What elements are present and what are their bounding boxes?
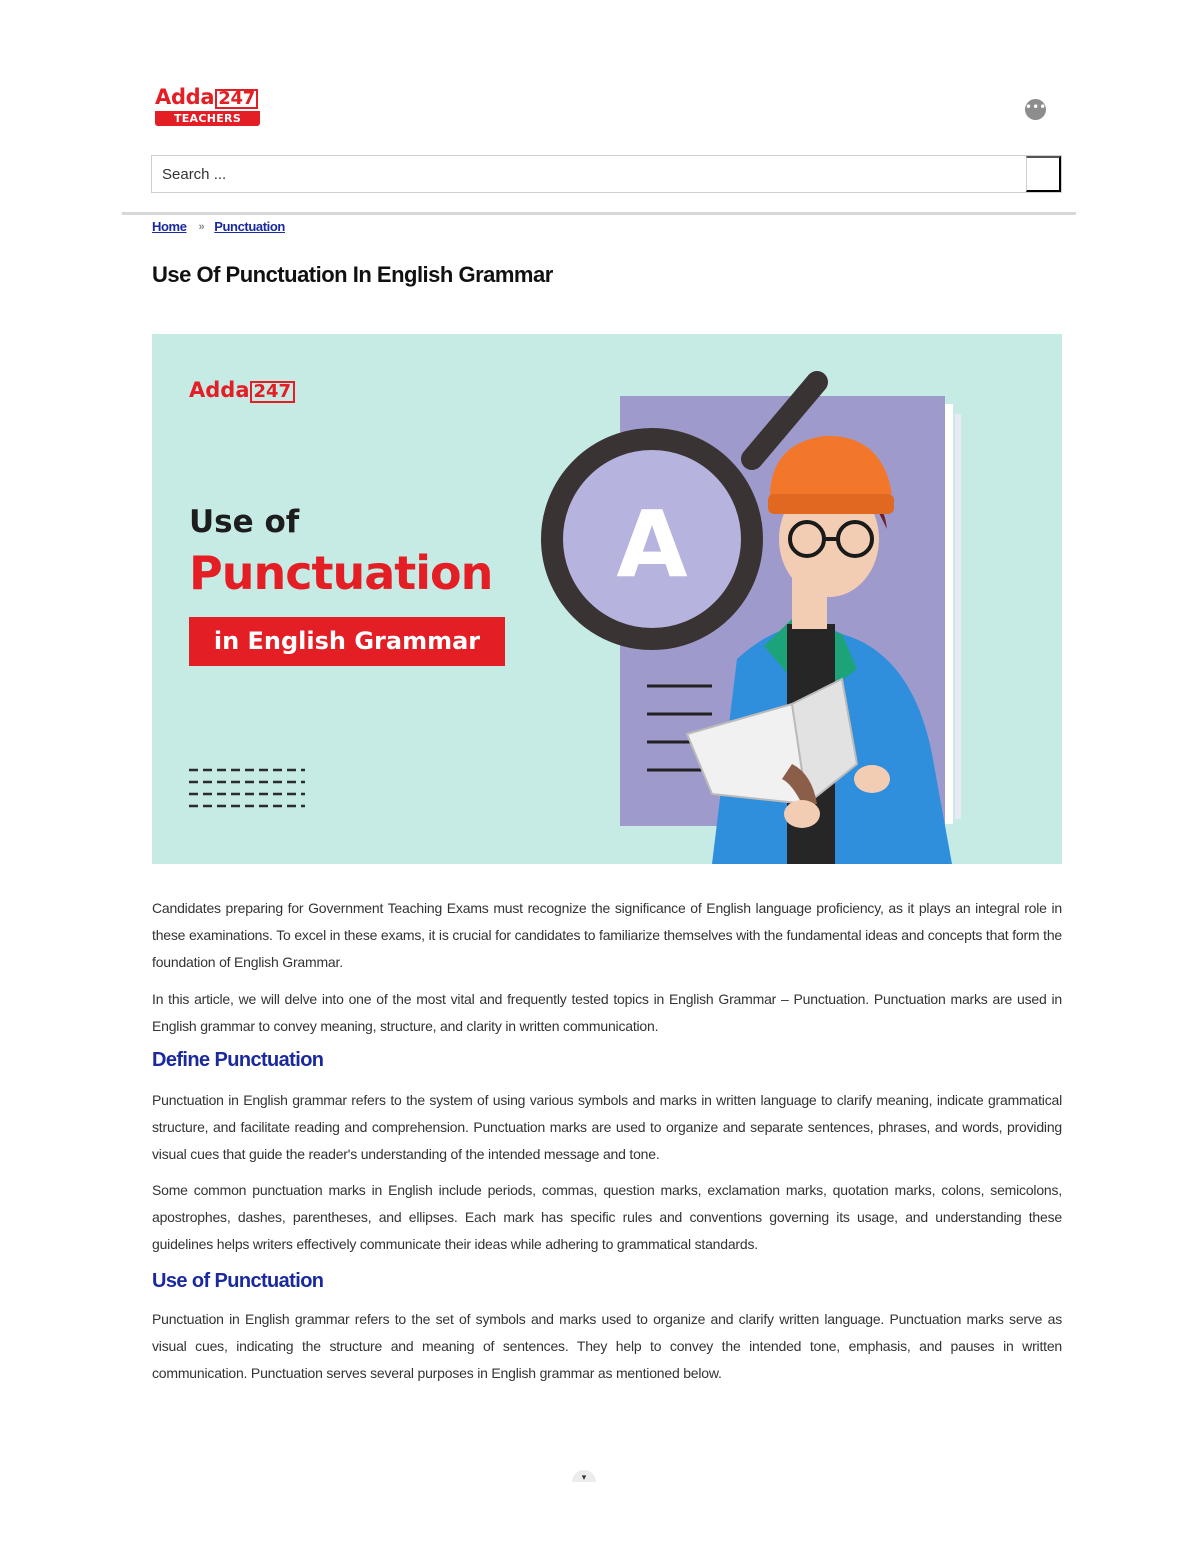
ellipsis-icon[interactable]: ••• — [1025, 99, 1046, 120]
beanie-band — [768, 494, 894, 514]
person-hand-left — [784, 800, 820, 828]
section-heading-define: Define Punctuation — [152, 1049, 324, 1071]
chevron-down-icon[interactable]: ▾ — [572, 1470, 596, 1482]
logo-name: Adda — [155, 85, 215, 109]
search-input[interactable] — [152, 156, 1026, 192]
header-divider — [122, 212, 1076, 215]
page-title: Use Of Punctuation In English Grammar — [152, 262, 553, 287]
search-button[interactable] — [1026, 156, 1061, 192]
person-hand-right — [854, 765, 890, 793]
section-heading-use: Use of Punctuation — [152, 1270, 324, 1292]
article-paragraph: Punctuation in English grammar refers to the system of using various symbols and marks in written language to clarify meaning, indicate grammatical structure, and facilitate reading and comprehension. Punctuation marks are used to organize and separate sentences, phrases, and words, providing visual cues that guide the reader's understanding of the intended message and tone. — [152, 1092, 1062, 1162]
hero-image — [152, 334, 1062, 864]
hero-title-line3: in English Grammar — [189, 617, 505, 666]
search-bar — [151, 155, 1062, 193]
article-paragraph: Some common punctuation marks in English include periods, commas, question marks, exclamation marks, quotation marks, colons, semicolons, apostrophes, dashes, parentheses, and ellipses. Each mark has specific rules and conventions governing its usage, and understanding these guidelines helps writers effectively communicate their ideas while adhering to grammatical standards. — [152, 1182, 1062, 1252]
hero-title-line1: Use of — [189, 504, 300, 540]
article-paragraph: In this article, we will delve into one of the most vital and frequently tested topics in English Grammar – Punctuation. Punctuation marks are used in English grammar to convey meaning, structure, and clarity in written communication. — [152, 991, 1062, 1034]
logo-number: 247 — [215, 89, 258, 109]
logo-subtitle: TEACHERS — [155, 111, 260, 126]
breadcrumb-home-link[interactable]: Home — [152, 219, 187, 234]
article-paragraph: Punctuation in English grammar refers to the set of symbols and marks used to organize and clarify written language. Punctuation marks serve as visual cues, indicating the structure and meaning of sentences. They help to convey the intended tone, emphasis, and pauses in written communication. Punctuation serves several purposes in English grammar as mentioned below. — [152, 1311, 1062, 1381]
article-paragraph: Candidates preparing for Government Teaching Exams must recognize the significance of English language proficiency, as it plays an integral role in these examinations. To excel in these exams, it is crucial for candidates to familiarize themselves with the fundamental ideas and concepts that form the foundation of English Grammar. — [152, 900, 1062, 970]
book-pages — [945, 404, 953, 824]
book-pages-edge — [955, 414, 961, 819]
hero-logo — [189, 378, 295, 403]
hero-title-line2: Punctuation — [189, 546, 493, 600]
site-logo[interactable] — [155, 86, 261, 128]
logo-wordmark — [155, 86, 261, 109]
magnifier-letter: A — [616, 491, 688, 598]
breadcrumb-current-link[interactable]: Punctuation — [214, 219, 285, 234]
hero-logo-number: 247 — [250, 381, 296, 403]
breadcrumb — [152, 219, 285, 234]
hero-logo-name: Adda — [189, 378, 250, 402]
breadcrumb-separator: » — [198, 220, 205, 233]
decorative-dashes — [189, 770, 305, 806]
